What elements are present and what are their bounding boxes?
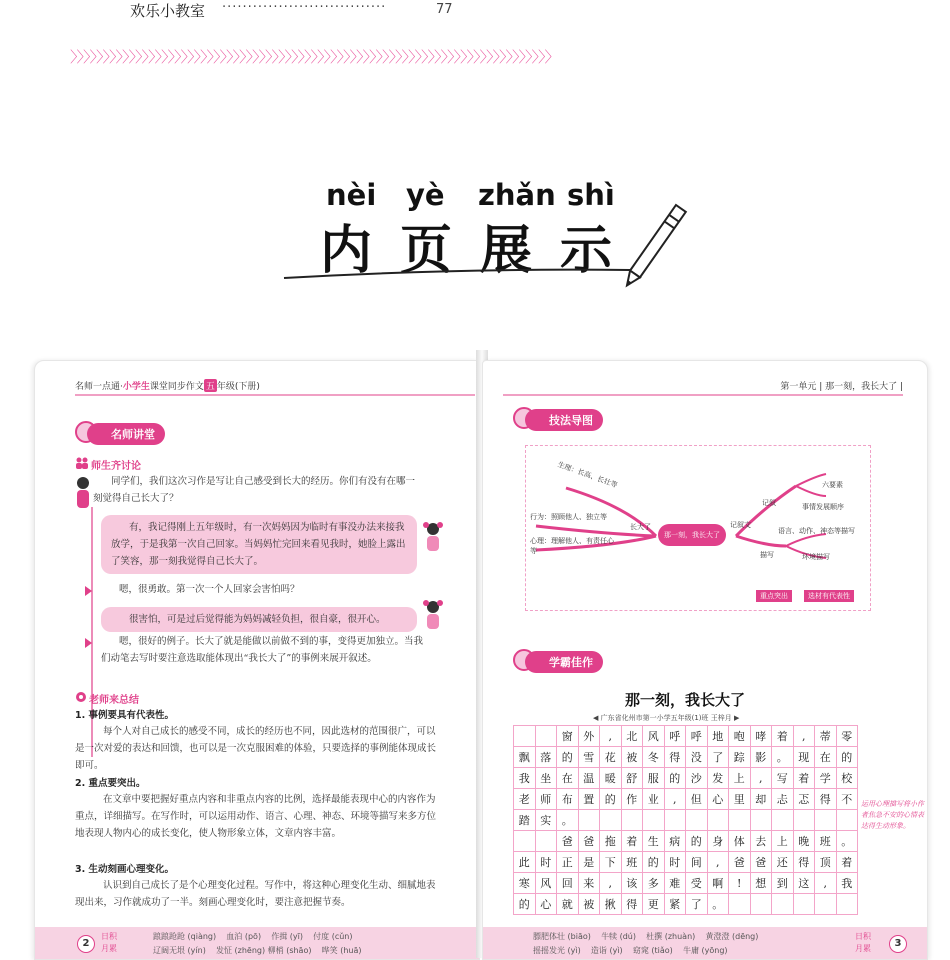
grid-cell: 还 <box>772 852 794 873</box>
grid-cell: 暖 <box>600 768 622 789</box>
grid-cell: 服 <box>643 768 665 789</box>
technique-mind-map <box>525 445 871 611</box>
grid-cell: 着 <box>836 852 858 873</box>
hanzi-1: 内 <box>320 220 373 281</box>
grid-cell: 顶 <box>815 852 837 873</box>
grid-row <box>514 768 858 789</box>
footer-word: 杜撰 (zhuàn) <box>646 932 696 941</box>
grid-cell <box>535 831 557 852</box>
footer-word: 膘肥体壮 (biāo) <box>533 932 591 941</box>
grid-cell <box>729 894 751 915</box>
left-footer-row2 <box>153 945 361 956</box>
grid-cell: 冬 <box>643 747 665 768</box>
grid-cell: 此 <box>514 852 536 873</box>
grid-cell: 零 <box>836 726 858 747</box>
footer-word: 血泊 (pō) <box>226 932 262 941</box>
grid-cell: 忑 <box>793 789 815 810</box>
grid-cell: 班 <box>621 852 643 873</box>
grid-cell: 落 <box>535 747 557 768</box>
section-title-essay: 学霸佳作 <box>525 651 603 673</box>
grid-cell: 爸 <box>578 831 600 852</box>
grid-row <box>514 810 858 831</box>
grid-cell: 着 <box>772 726 794 747</box>
pinyin-4: shì <box>567 178 615 212</box>
footer-word: 付度 (cǔn) <box>313 932 353 941</box>
grid-cell: 难 <box>664 873 686 894</box>
grid-cell: 生 <box>643 831 665 852</box>
grid-cell: 没 <box>686 747 708 768</box>
mm-tag-1: 重点突出 <box>756 590 792 602</box>
mm-center-node: 那一刻，我长大了 <box>658 524 726 546</box>
book-spread <box>34 350 930 958</box>
grid-cell: 写 <box>772 768 794 789</box>
footer-word: 摇摇发光 (yì) <box>533 946 581 955</box>
grid-cell: 的 <box>836 747 858 768</box>
grid-cell: 蒂 <box>815 726 837 747</box>
right-footer-row1 <box>533 931 758 942</box>
grid-cell: 飘 <box>514 747 536 768</box>
grid-cell: 踪 <box>729 747 751 768</box>
grid-cell: 心 <box>535 894 557 915</box>
mm-describe-item-1: 语言、动作、神态等描写 <box>778 527 855 535</box>
grid-cell: 这 <box>793 873 815 894</box>
grid-cell: , <box>815 873 837 894</box>
header-suffix: 年级(下册) <box>216 382 260 392</box>
footer-word: 作揖 (yī) <box>271 932 303 941</box>
footer-word: 牛犊 (dú) <box>601 932 636 941</box>
grid-cell: 忐 <box>772 789 794 810</box>
grid-cell: ! <box>729 873 751 894</box>
grid-cell: 布 <box>557 789 579 810</box>
grid-cell <box>815 810 837 831</box>
grid-cell: 得 <box>621 894 643 915</box>
bullet-arrow-2 <box>85 638 92 648</box>
grid-cell: 该 <box>621 873 643 894</box>
footer-word: 发怔 (zhēng) 柳梢 (shāo) <box>215 946 312 955</box>
right-footer-row2 <box>533 945 728 956</box>
right-page-header: 第一单元 | 那一刻，我长大了 | <box>780 382 903 392</box>
left-page <box>34 360 480 960</box>
mm-left-item-1: 生理：长高、长壮等 <box>556 460 619 490</box>
grid-cell: 我 <box>514 768 536 789</box>
student-girl-icon-2 <box>421 599 445 631</box>
grid-cell: 我 <box>836 873 858 894</box>
toc-page-number: 77 <box>436 2 453 17</box>
grid-cell: 但 <box>686 789 708 810</box>
grid-cell: 外 <box>578 726 600 747</box>
teacher-reply-1: 嗯，很勇敢。第一次一个人回家会害怕吗？ <box>119 584 300 595</box>
grid-cell: 。 <box>836 831 858 852</box>
hero-title <box>280 178 700 288</box>
grid-cell: 下 <box>600 852 622 873</box>
grid-cell: 呼 <box>686 726 708 747</box>
grid-cell <box>686 810 708 831</box>
grid-cell: 间 <box>686 852 708 873</box>
grid-cell: 现 <box>793 747 815 768</box>
header-brand: 小学生 <box>122 382 150 392</box>
grid-cell: 却 <box>750 789 772 810</box>
grid-cell: 。 <box>772 747 794 768</box>
grid-cell: 时 <box>664 852 686 873</box>
grid-cell: 心 <box>707 789 729 810</box>
grid-cell: 多 <box>643 873 665 894</box>
grid-cell <box>643 810 665 831</box>
grid-cell: , <box>600 873 622 894</box>
grid-cell: 病 <box>664 831 686 852</box>
essay-title: 那一刻，我长大了 <box>625 691 746 709</box>
grid-cell: 花 <box>600 747 622 768</box>
grid-cell: 正 <box>557 852 579 873</box>
mm-right-node: 记叙文 <box>730 521 751 529</box>
grid-cell: 被 <box>578 894 600 915</box>
grid-cell: 晚 <box>793 831 815 852</box>
grid-cell: 哮 <box>750 726 772 747</box>
chevron-divider: 〉〉〉〉〉〉〉〉〉〉〉〉〉〉〉〉〉〉〉〉〉〉〉〉〉〉〉〉〉〉〉〉〉〉〉〉〉〉〉〉〉〉〉〉〉〉〉〉〉〉〉〉〉〉〉〉〉〉〉〉〉〉〉〉〉〉〉〉〉〉〉〉〉〉 <box>70 48 559 64</box>
grid-cell: 坐 <box>535 768 557 789</box>
intro-text: 同学们，我们这次习作是写让自己感受到长大的经历。你们有没有在哪一刻觉得自己长大了？ <box>93 476 416 504</box>
footer-word: 踉踉跄跄 (qiàng) <box>153 932 217 941</box>
grid-cell <box>750 810 772 831</box>
student-girl-icon <box>421 521 445 553</box>
right-day-label: 日积 <box>855 932 871 941</box>
pencil-icon <box>280 178 700 288</box>
essay-author: ◀ 广东省化州市第一小学五年级(1)班 王梓月 ▶ <box>593 714 740 722</box>
grid-cell: , <box>750 768 772 789</box>
grid-row <box>514 789 858 810</box>
grid-cell: 作 <box>621 789 643 810</box>
grid-cell: 啊 <box>707 873 729 894</box>
grid-cell: 寒 <box>514 873 536 894</box>
grid-cell: 回 <box>557 873 579 894</box>
grid-cell: 得 <box>793 852 815 873</box>
mm-tag-2: 选材有代表性 <box>804 590 854 602</box>
right-page-number: 3 <box>889 935 907 953</box>
grid-cell: 时 <box>535 852 557 873</box>
footer-word: 辽阔无垠 (yín) <box>153 946 206 955</box>
grid-cell <box>621 810 643 831</box>
grid-cell: 在 <box>557 768 579 789</box>
summary-heading: 老师来总结 <box>89 695 139 706</box>
grid-cell: 发 <box>707 768 729 789</box>
grid-cell: 爸 <box>557 831 579 852</box>
grid-cell: 雪 <box>578 747 600 768</box>
grid-cell <box>578 810 600 831</box>
grid-cell: 影 <box>750 747 772 768</box>
side-note: 运用心理描写将小作者焦急不安的心情表达得生动形象。 <box>861 800 924 830</box>
grid-cell: 咆 <box>729 726 751 747</box>
grid-cell <box>772 894 794 915</box>
grid-cell: 想 <box>750 873 772 894</box>
grid-cell <box>514 726 536 747</box>
left-footer-row1 <box>153 931 353 942</box>
grid-cell: 地 <box>707 726 729 747</box>
pinyin-3: zhǎn <box>478 178 556 212</box>
section-title-technique: 技法导图 <box>525 409 603 431</box>
left-page-number: 2 <box>77 935 95 953</box>
toc-title[interactable]: 欢乐小教室 <box>130 2 206 20</box>
pinyin-2: yè <box>406 178 445 212</box>
grid-cell: 业 <box>643 789 665 810</box>
grid-row <box>514 852 858 873</box>
grid-cell <box>664 810 686 831</box>
grid-cell: , <box>664 789 686 810</box>
grid-cell: 呼 <box>664 726 686 747</box>
grid-cell: 的 <box>514 894 536 915</box>
hanzi-4: 示 <box>560 220 613 281</box>
left-day-label: 日积 <box>101 932 117 941</box>
grid-cell: 风 <box>643 726 665 747</box>
grid-cell: 爸 <box>729 852 751 873</box>
grid-cell: , <box>600 726 622 747</box>
grid-cell: 上 <box>729 768 751 789</box>
grid-cell: 的 <box>686 831 708 852</box>
grid-cell: 身 <box>707 831 729 852</box>
grid-cell: 了 <box>707 747 729 768</box>
teacher-reply-2: 嗯，很好的例子。长大了就是能做以前做不到的事，变得更加独立。当我们动笔去写时要注意选取能体现出“我长大了”的事例来展开叙述。 <box>101 636 424 664</box>
grid-cell: 实 <box>535 810 557 831</box>
grid-cell: 紧 <box>664 894 686 915</box>
grid-cell: 是 <box>578 852 600 873</box>
grid-cell: 了 <box>686 894 708 915</box>
grid-cell: 班 <box>815 831 837 852</box>
grid-cell: 风 <box>535 873 557 894</box>
grid-cell: 师 <box>535 789 557 810</box>
mm-left-item-2: 行为：照顾他人、独立等 <box>530 513 607 521</box>
footer-word: 造诣 (yì) <box>590 946 623 955</box>
grid-cell: 就 <box>557 894 579 915</box>
grid-cell: 更 <box>643 894 665 915</box>
right-month-label: 月累 <box>855 944 871 953</box>
grid-cell: 踏 <box>514 810 536 831</box>
mm-describe-item-2: 环境描写 <box>802 553 830 561</box>
grid-cell: 体 <box>729 831 751 852</box>
right-page <box>482 360 928 960</box>
grid-cell: 的 <box>600 789 622 810</box>
point-3-text: 认识到自己成长了是个心理变化过程。写作中，将这种心理变化生动、细腻地表现出来，习作就成功了一半。刻画心理变化时，要注意把握节奏。 <box>75 880 436 908</box>
student-bubble-2: 很害怕，可是过后觉得能为妈妈减轻负担，很自豪，很开心。 <box>101 607 417 632</box>
grid-cell: 北 <box>621 726 643 747</box>
grid-cell: 沙 <box>686 768 708 789</box>
grid-cell: 的 <box>664 768 686 789</box>
header-middle: 课堂同步作文 <box>149 382 204 392</box>
grid-cell: 上 <box>772 831 794 852</box>
grid-cell: 窗 <box>557 726 579 747</box>
point-2-text: 在文章中要把握好重点内容和非重点内容的比例，选择最能表现中心的内容作为重点，详细描写。在写作时，可以运用动作、语言、心理、神态、环境等描写来多方位地表现人物内心的成长变化，使人物形象立体，文章内容丰富。 <box>75 794 437 839</box>
grid-cell: 得 <box>815 789 837 810</box>
header-prefix: 名师一点通· <box>75 382 123 392</box>
header-rule <box>75 393 475 397</box>
toc-dots: ································ <box>222 0 387 15</box>
header-rule-right <box>503 393 903 397</box>
grid-row <box>514 873 858 894</box>
grid-cell: 。 <box>707 894 729 915</box>
grid-cell <box>772 810 794 831</box>
mm-left-node: 长大了 <box>630 523 651 531</box>
hanzi-2: 页 <box>400 220 453 281</box>
grid-cell <box>836 894 858 915</box>
mm-branch-narrate: 记叙 <box>762 499 776 507</box>
mm-narrate-item-1: 六要素 <box>822 481 843 489</box>
grid-cell: 在 <box>815 747 837 768</box>
grid-cell: 里 <box>729 789 751 810</box>
grid-cell <box>793 894 815 915</box>
footer-word: 窈窕 (tiǎo) <box>632 946 673 955</box>
grid-row <box>514 831 858 852</box>
grid-cell <box>836 810 858 831</box>
grid-cell: 不 <box>836 789 858 810</box>
grid-cell: 校 <box>836 768 858 789</box>
essay-grid <box>513 725 858 915</box>
mm-left-item-3: 心理：理解他人、有责任心等 <box>530 537 614 555</box>
point-1-title: 1. 事例要具有代表性。 <box>75 710 175 721</box>
grid-cell: 揪 <box>600 894 622 915</box>
grid-cell: 的 <box>557 747 579 768</box>
grid-cell: , <box>793 726 815 747</box>
grid-cell: 去 <box>750 831 772 852</box>
bullet-arrow-1 <box>85 586 92 596</box>
grid-row <box>514 894 858 915</box>
grid-row <box>514 747 858 768</box>
grid-cell: 学 <box>815 768 837 789</box>
summary-icon <box>75 691 87 703</box>
grid-cell <box>750 894 772 915</box>
grid-cell: 着 <box>621 831 643 852</box>
footer-word: 哗笑 (huā) <box>321 946 362 955</box>
grid-cell: 置 <box>578 789 600 810</box>
grid-cell: 拖 <box>600 831 622 852</box>
grid-cell <box>535 726 557 747</box>
grid-cell: 老 <box>514 789 536 810</box>
mm-branch-describe: 描写 <box>760 551 774 559</box>
grid-cell: 得 <box>664 747 686 768</box>
grid-row <box>514 726 858 747</box>
point-1-text: 每个人对自己成长的感受不同，成长的经历也不同，因此选材的范围很广，可以是一次对爱的表达和回馈，也可以是一次克服困难的体验，只要选择的事例能体现成长即可。 <box>75 726 437 771</box>
grid-cell <box>793 810 815 831</box>
grid-cell: 到 <box>772 873 794 894</box>
mm-narrate-item-2: 事情发展顺序 <box>802 503 844 511</box>
grid-cell: 来 <box>578 873 600 894</box>
grid-cell: 温 <box>578 768 600 789</box>
grade-badge: 五 <box>204 379 217 392</box>
grid-cell: , <box>707 852 729 873</box>
section-title-teacher: 名师讲堂 <box>87 423 165 445</box>
grid-cell <box>600 810 622 831</box>
discussion-heading: 师生齐讨论 <box>91 461 141 472</box>
toc-line <box>0 0 950 24</box>
grid-cell <box>815 894 837 915</box>
grid-cell <box>729 810 751 831</box>
hanzi-3: 展 <box>480 220 533 281</box>
grid-cell: 爸 <box>750 852 772 873</box>
grid-cell: 被 <box>621 747 643 768</box>
grid-cell <box>514 831 536 852</box>
left-page-header <box>75 379 260 392</box>
student-bubble-1: 有，我记得刚上五年级时，有一次妈妈因为临时有事没办法来接我放学，于是我第一次自己回家。当妈妈忙完回来看见我时，她脸上露出了笑容，那一刻我觉得自己长大了。 <box>101 515 417 574</box>
point-2-title: 2. 重点要突出。 <box>75 778 146 789</box>
grid-cell: 的 <box>643 852 665 873</box>
grid-cell <box>707 810 729 831</box>
pinyin-1: nèi <box>326 178 377 212</box>
grid-cell: 受 <box>686 873 708 894</box>
footer-word: 牛庸 (yōng) <box>682 946 728 955</box>
left-month-label: 月累 <box>101 944 117 953</box>
point-3-title: 3. 生动刻画心理变化。 <box>75 864 175 875</box>
people-icon <box>75 457 89 469</box>
grid-cell: 着 <box>793 768 815 789</box>
grid-cell: 。 <box>557 810 579 831</box>
grid-cell: 舒 <box>621 768 643 789</box>
footer-word: 黄澄澄 (dēng) <box>705 932 759 941</box>
